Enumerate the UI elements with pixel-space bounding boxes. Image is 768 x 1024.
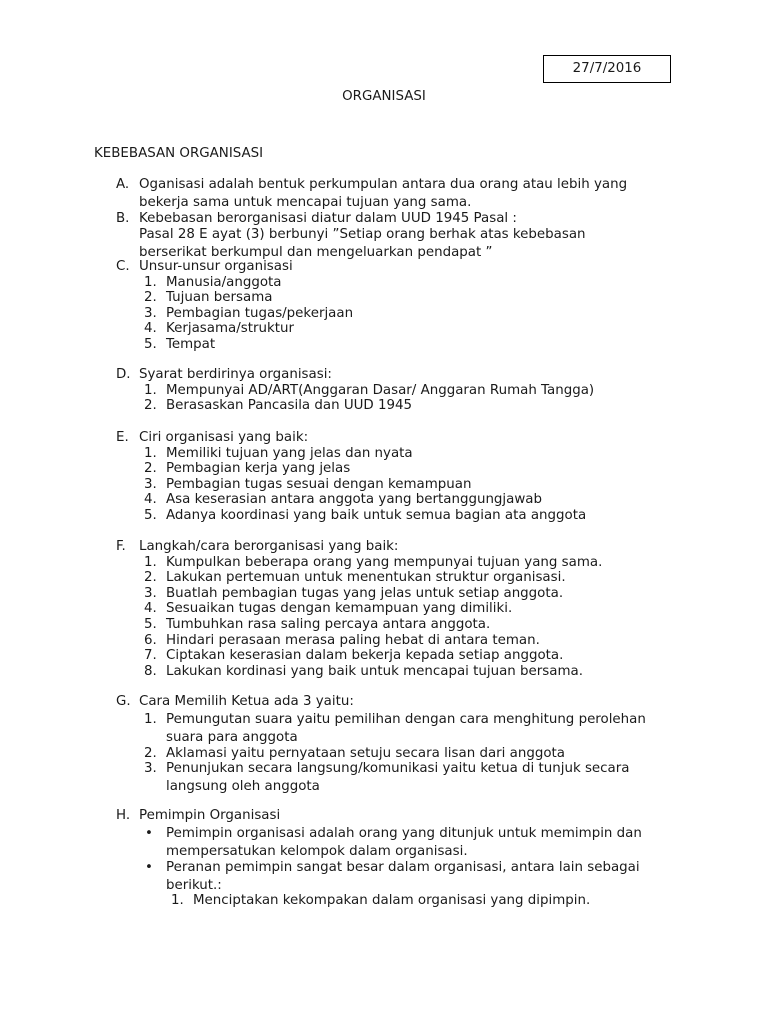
list-number: 2. [144, 570, 157, 586]
list-text: Aklamasi yaitu pernyataan setuju secara lisan dari anggota [166, 745, 565, 761]
list-text: Pemungutan suara yaitu pemilihan dengan cara menghitung perolehan [166, 712, 646, 727]
list-item [0, 398, 768, 414]
list-number: 8. [144, 663, 157, 679]
list-number: 6. [144, 632, 157, 648]
bullet-item-continuation [0, 878, 768, 894]
list-item [0, 617, 768, 633]
list-text: Tujuan bersama [166, 290, 273, 306]
list-item [0, 648, 768, 664]
section-letter: G. [116, 694, 131, 709]
section-a-line [0, 195, 768, 211]
list-text: Penunjukan secara langsung/komunikasi yaitu ketua di tunjuk secara [166, 761, 630, 777]
list-text: Ciptakan keserasian dalam bekerja kepada setiap anggota. [166, 648, 564, 664]
list-number: 1. [144, 712, 157, 727]
section-a [0, 177, 768, 211]
section-letter: C. [116, 259, 130, 274]
list-number: 1. [144, 445, 157, 461]
section-b [0, 211, 768, 260]
list-number: 1. [144, 382, 157, 398]
list-item [0, 664, 768, 680]
list-number: 1. [144, 554, 157, 570]
bullet-item [0, 826, 768, 844]
section-a-line [0, 177, 768, 195]
list-text: Asa keserasian antara anggota yang bertanggungjawab [166, 492, 543, 508]
list-text: langsung oleh anggota [166, 779, 320, 795]
list-text: Tumbuhkan rasa saling percaya antara anggota. [166, 616, 491, 632]
section-text: Unsur-unsur organisasi [139, 259, 293, 274]
section-letter: F. [116, 539, 126, 554]
date-box: 27/7/2016 [543, 55, 671, 83]
section-text: Langkah/cara berorganisasi yang baik: [139, 539, 399, 554]
list-text: Sesuaikan tugas dengan kemampuan yang dimiliki. [166, 601, 513, 617]
list-text: Adanya koordinasi yang baik untuk semua bagian ata anggota [166, 507, 587, 523]
list-item-continuation [0, 730, 768, 746]
list-item [0, 446, 768, 462]
list-number: 4. [144, 492, 157, 508]
section-e [0, 430, 768, 524]
list-number: 5. [144, 616, 157, 632]
list-number: 5. [144, 507, 157, 523]
section-h-label [0, 808, 768, 826]
section-text: Kebebasan berorganisasi diatur dalam UUD 1945 Pasal : [139, 211, 517, 226]
list-item [0, 761, 768, 779]
section-letter: H. [116, 808, 131, 823]
list-item-continuation [0, 779, 768, 795]
section-text: Cara Memilih Ketua ada 3 yaitu: [139, 694, 354, 709]
list-number: 5. [144, 336, 157, 352]
list-number: 3. [144, 585, 157, 601]
section-f [0, 539, 768, 679]
list-item [0, 508, 768, 524]
list-item [0, 570, 768, 586]
list-number: 3. [144, 476, 157, 492]
bullet-text: Pemimpin organisasi adalah orang yang ditunjuk untuk memimpin dan [166, 826, 642, 841]
sub-list-item [0, 893, 768, 909]
list-item [0, 746, 768, 762]
section-text: Ciri organisasi yang baik: [139, 430, 309, 445]
list-text: Lakukan pertemuan untuk menentukan struktur organisasi. [166, 570, 566, 586]
list-number: 2. [144, 290, 157, 306]
section-letter: D. [116, 367, 131, 382]
list-text: Manusia/anggota [166, 274, 282, 290]
list-text: Pembagian tugas sesuai dengan kemampuan [166, 476, 472, 492]
list-text: Kumpulkan beberapa orang yang mempunyai tujuan yang sama. [166, 554, 603, 570]
section-g-label [0, 694, 768, 712]
list-number: 4. [144, 321, 157, 337]
section-e-label [0, 430, 768, 446]
list-item [0, 337, 768, 353]
list-item [0, 461, 768, 477]
section-b-line [0, 227, 768, 245]
list-item [0, 290, 768, 306]
list-item [0, 383, 768, 399]
list-item [0, 555, 768, 571]
section-text: berserikat berkumpul dan mengeluarkan pendapat ” [139, 244, 493, 260]
list-item [0, 321, 768, 337]
list-item [0, 601, 768, 617]
list-item [0, 633, 768, 649]
bullet-text: berikut.: [166, 877, 222, 893]
list-text: Kerjasama/struktur [166, 321, 294, 337]
bullet-item-continuation [0, 844, 768, 860]
bullet-text: mempersatukan kelompok dalam organisasi. [166, 844, 468, 859]
section-b-line [0, 211, 768, 227]
list-number: 3. [144, 305, 157, 321]
section-h [0, 808, 768, 909]
list-text: Menciptakan kekompakan dalam organisasi yang dipimpin. [193, 893, 591, 909]
list-text: suara para anggota [166, 730, 298, 745]
section-text: Syarat berdirinya organisasi: [139, 367, 332, 382]
section-heading: KEBEBASAN ORGANISASI [94, 146, 264, 161]
list-item [0, 306, 768, 322]
list-number: 4. [144, 601, 157, 617]
section-g [0, 694, 768, 795]
list-number: 7. [144, 648, 157, 664]
list-text: Pembagian kerja yang jelas [166, 461, 351, 477]
list-text: Memiliki tujuan yang jelas dan nyata [166, 445, 413, 461]
section-text: bekerja sama untuk mencapai tujuan yang sama. [139, 195, 472, 210]
section-text: Pasal 28 E ayat (3) berbunyi ”Setiap orang berhak atas kebebasan [139, 226, 586, 242]
section-d [0, 367, 768, 414]
bullet-text: Peranan pemimpin sangat besar dalam organisasi, antara lain sebagai [166, 859, 640, 875]
section-text: Oganisasi adalah bentuk perkumpulan antara dua orang atau lebih yang [139, 177, 628, 192]
section-letter: E. [116, 430, 129, 445]
list-number: 2. [144, 461, 157, 477]
list-item [0, 586, 768, 602]
list-text: Lakukan kordinasi yang baik untuk mencapai tujuan bersama. [166, 663, 583, 679]
list-text: Hindari perasaan merasa paling hebat di antara teman. [166, 632, 540, 648]
section-text: Pemimpin Organisasi [139, 808, 281, 823]
section-d-label [0, 367, 768, 383]
section-c [0, 259, 768, 353]
section-letter: A. [116, 177, 130, 192]
list-text: Buatlah pembagian tugas yang jelas untuk setiap anggota. [166, 585, 564, 601]
list-item [0, 712, 768, 730]
list-item [0, 492, 768, 508]
list-number: 1. [144, 274, 157, 290]
section-f-label [0, 539, 768, 555]
section-c-label [0, 259, 768, 275]
bullet-icon: • [145, 859, 153, 875]
section-b-line [0, 245, 768, 261]
document-title: ORGANISASI [342, 89, 426, 104]
list-number: 2. [144, 398, 157, 414]
bullet-icon: • [145, 826, 153, 841]
list-text: Tempat [166, 336, 216, 352]
list-number: 1. [171, 893, 184, 909]
bullet-item [0, 860, 768, 878]
list-number: 3. [144, 761, 157, 777]
list-text: Mempunyai AD/ART(Anggaran Dasar/ Anggaran Rumah Tangga) [166, 382, 595, 398]
section-letter: B. [116, 211, 130, 226]
list-text: Pembagian tugas/pekerjaan [166, 305, 354, 321]
list-item [0, 477, 768, 493]
list-item [0, 275, 768, 291]
list-text: Berasaskan Pancasila dan UUD 1945 [166, 398, 413, 414]
list-number: 2. [144, 745, 157, 761]
